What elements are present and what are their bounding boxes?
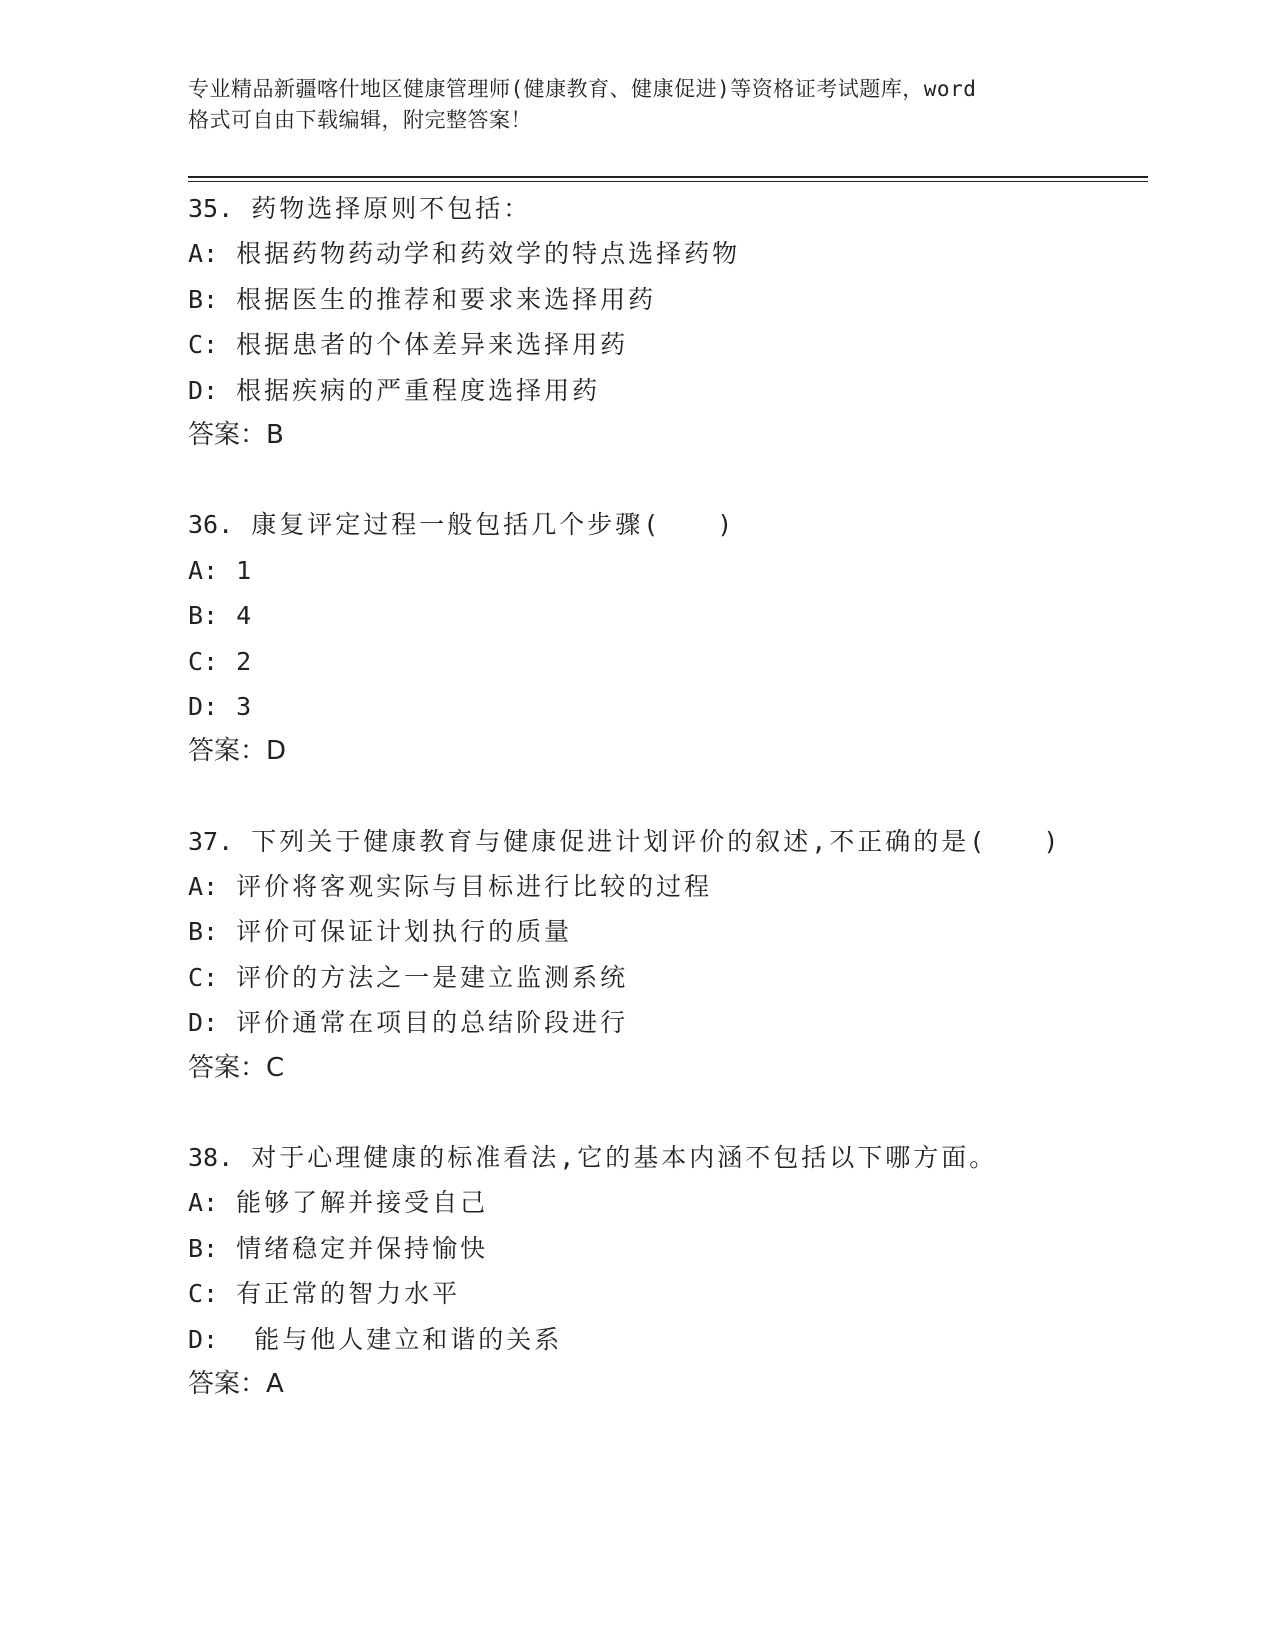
answer-line [188, 1362, 1148, 1407]
spacer [218, 1008, 236, 1037]
question-list [188, 186, 1148, 1451]
option-item [188, 1271, 1148, 1316]
option-item [188, 1226, 1148, 1271]
question-stem [188, 186, 1148, 231]
option-label: A: [188, 1188, 219, 1218]
option-text: 1 [236, 555, 255, 585]
answer-value: B [266, 419, 284, 450]
question-text: 康复评定过程一般包括几个步骤( ) [251, 510, 736, 540]
option-item [188, 909, 1148, 954]
question-stem [188, 502, 1148, 547]
option-text: 评价通常在项目的总结阶段进行 [236, 1008, 629, 1038]
option-item [188, 684, 1148, 729]
option-item [188, 277, 1148, 322]
option-label: D: [188, 375, 219, 405]
spacer [218, 917, 236, 946]
option-text: 评价的方法之一是建立监测系统 [236, 962, 629, 992]
option-text: 2 [236, 646, 255, 676]
option-label: A: [188, 872, 219, 902]
answer-prefix: 答案： [188, 736, 267, 767]
question-text: 药物选择原则不包括： [251, 194, 532, 223]
question-number: 38. [188, 1143, 234, 1173]
spacer [218, 1279, 236, 1308]
header-line-2: 格式可自由下载编辑，附完整答案！ [188, 108, 532, 132]
option-label: D: [188, 691, 219, 721]
header-rule-thick [188, 176, 1148, 178]
spacer [218, 556, 236, 585]
spacer [218, 285, 236, 314]
option-item [188, 322, 1148, 367]
option-item [188, 231, 1148, 276]
option-label: C: [188, 330, 219, 360]
question-stem [188, 819, 1148, 864]
option-label: D: [188, 1324, 219, 1354]
option-text: 根据医生的推荐和要求来选择用药 [236, 284, 657, 314]
option-text: 能够了解并接受自己 [236, 1188, 489, 1218]
spacer [233, 827, 251, 856]
option-text: 有正常的智力水平 [236, 1279, 461, 1309]
spacer [233, 510, 251, 539]
answer-value: C [266, 1052, 285, 1083]
spacer [218, 601, 236, 630]
question-block [188, 1135, 1148, 1407]
header-rule-thin [188, 181, 1148, 182]
header-line-1: 专业精品新疆喀什地区健康管理师(健康教育、健康促进)等资格证考试题库，word [188, 77, 977, 101]
answer-prefix: 答案： [188, 419, 267, 450]
option-text: 评价将客观实际与目标进行比较的过程 [236, 872, 713, 902]
option-item [188, 548, 1148, 593]
answer-prefix: 答案： [188, 1368, 267, 1399]
option-item [188, 1000, 1148, 1045]
question-number: 37. [188, 826, 234, 856]
option-text: 评价可保证计划执行的质量 [236, 917, 573, 947]
option-label: A: [188, 239, 219, 269]
option-text: 情绪稳定并保持愉快 [236, 1233, 489, 1263]
question-block [188, 819, 1148, 1091]
spacer [218, 330, 236, 359]
option-label: D: [188, 1008, 219, 1038]
spacer [218, 963, 236, 992]
question-stem [188, 1135, 1148, 1180]
spacer [233, 1143, 251, 1172]
answer-line [188, 1046, 1148, 1091]
answer-line [188, 729, 1148, 774]
option-text: 3 [236, 691, 255, 721]
option-item [188, 593, 1148, 638]
answer-prefix: 答案： [188, 1052, 267, 1083]
option-label: C: [188, 1279, 219, 1309]
spacer [218, 239, 236, 268]
option-label: A: [188, 555, 219, 585]
spacer [218, 647, 236, 676]
question-text: 下列关于健康教育与健康促进计划评价的叙述,不正确的是( ) [251, 826, 1062, 856]
question-number: 36. [188, 510, 234, 540]
document-header [188, 74, 1088, 136]
question-block [188, 502, 1148, 774]
option-text: 根据药物药动学和药效学的特点选择药物 [236, 239, 741, 269]
option-label: B: [188, 284, 219, 314]
spacer [218, 872, 236, 901]
option-item [188, 368, 1148, 413]
spacer [218, 376, 236, 405]
answer-value: D [266, 736, 287, 767]
option-label: B: [188, 601, 219, 631]
answer-line [188, 413, 1148, 458]
option-label: C: [188, 962, 219, 992]
option-text: 能与他人建立和谐的关系 [236, 1324, 563, 1354]
option-text: 4 [236, 601, 255, 631]
question-text: 对于心理健康的标准看法,它的基本内涵不包括以下哪方面。 [251, 1143, 998, 1173]
spacer [218, 1325, 236, 1354]
option-text: 根据疾病的严重程度选择用药 [236, 375, 601, 405]
spacer [233, 194, 251, 223]
option-item [188, 864, 1148, 909]
option-item [188, 955, 1148, 1000]
spacer [218, 1188, 236, 1217]
option-item [188, 1317, 1148, 1362]
option-text: 根据患者的个体差异来选择用药 [236, 330, 629, 360]
option-item [188, 639, 1148, 684]
option-item [188, 1180, 1148, 1225]
question-block [188, 186, 1148, 458]
spacer [218, 1234, 236, 1263]
option-label: B: [188, 1233, 219, 1263]
option-label: B: [188, 917, 219, 947]
answer-value: A [266, 1368, 284, 1399]
question-number: 35. [188, 194, 234, 223]
option-label: C: [188, 646, 219, 676]
spacer [218, 692, 236, 721]
